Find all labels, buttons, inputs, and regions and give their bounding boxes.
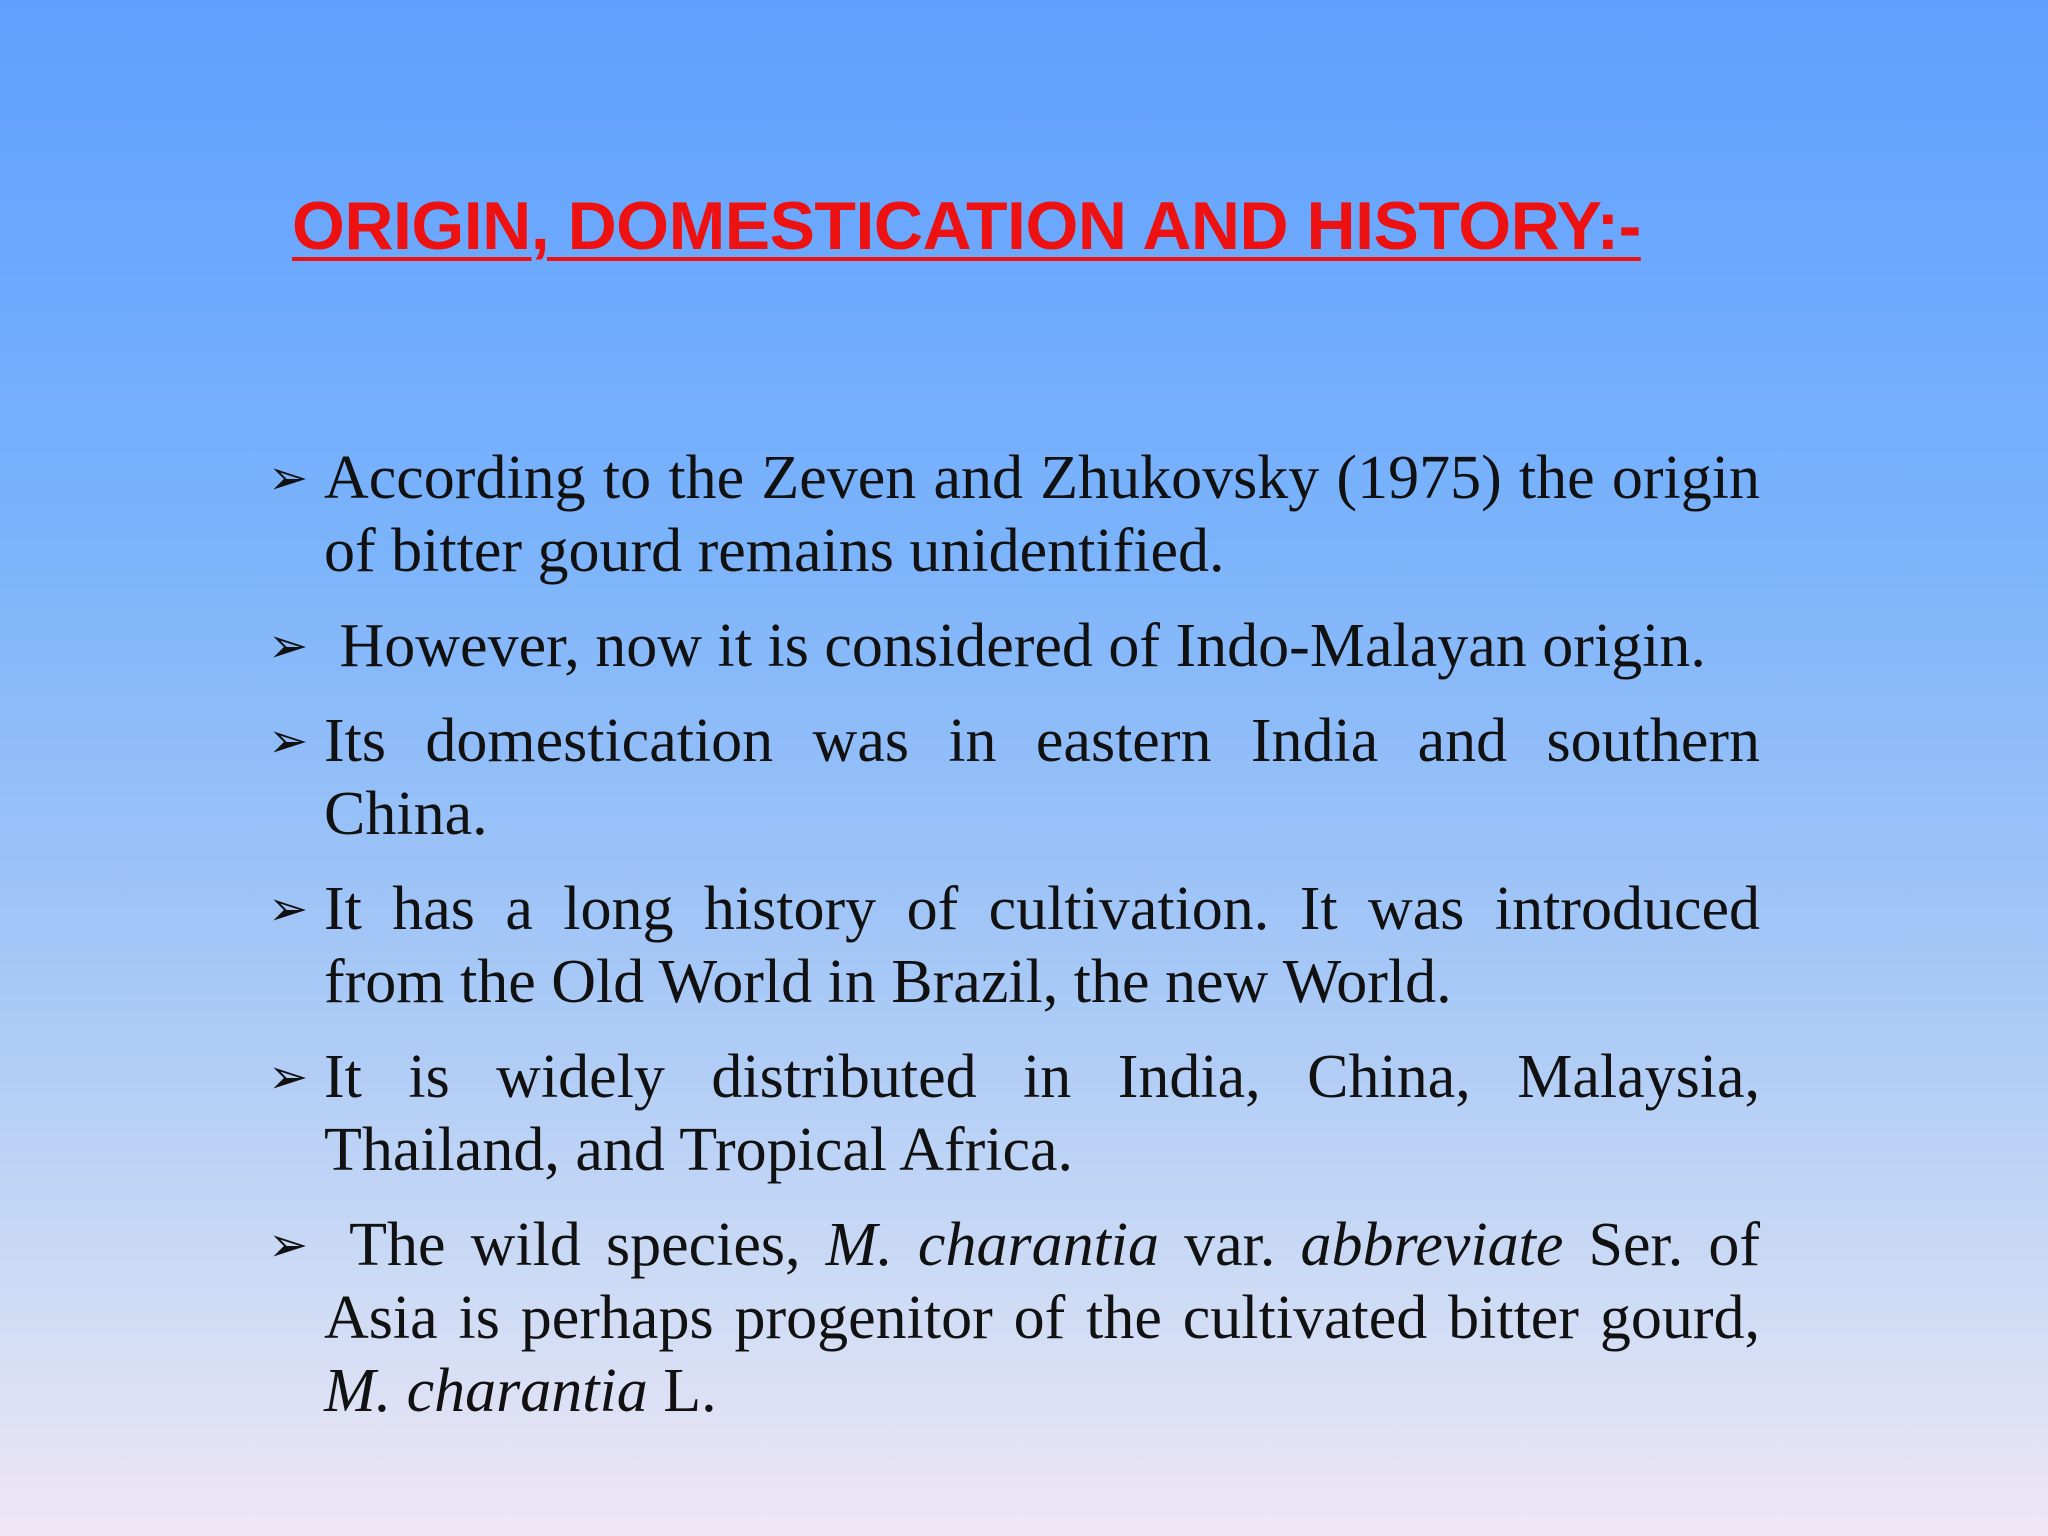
bullet-text: It has a long history of cultivation. It was introduced from the Old World in Brazil, the new World.: [324, 875, 1760, 1016]
slide-title: ORIGIN, DOMESTICATION AND HISTORY:-: [292, 188, 1641, 264]
bullet-item-4: [268, 873, 1760, 1019]
arrow-bullet-icon: ➢: [268, 450, 309, 506]
bullet-item-6: [268, 1209, 1776, 1428]
text-segment: var.: [1159, 1211, 1301, 1279]
bullet-item-5: [268, 1041, 1760, 1187]
text-segment: Ser. of Asia is perhaps progenitor of the cultivated bitter gourd,: [324, 1211, 1776, 1352]
text-segment: L.: [647, 1357, 717, 1425]
arrow-bullet-icon: ➢: [268, 1217, 309, 1273]
arrow-bullet-icon: ➢: [268, 1049, 309, 1105]
bullet-item-3: [268, 705, 1760, 851]
bullet-item-1: [268, 442, 1760, 588]
bullet-text: According to the Zeven and Zhukovsky (1975) the origin of bitter gourd remains unidentified.: [324, 444, 1760, 585]
bullet-item-2: [268, 610, 1760, 683]
bullet-text: [324, 1211, 1776, 1425]
bullet-text: However, now it is considered of Indo-Malayan origin.: [324, 612, 1706, 680]
bullet-text: Its domestication was in eastern India and southern China.: [324, 707, 1760, 848]
bullet-text: It is widely distributed in India, China, Malaysia, Thailand, and Tropical Africa.: [324, 1043, 1760, 1184]
species-name-italic: M. charantia: [825, 1211, 1160, 1279]
arrow-bullet-icon: ➢: [268, 713, 309, 769]
bullet-list: [268, 442, 1776, 1450]
arrow-bullet-icon: ➢: [268, 881, 309, 937]
species-name-italic: M. charantia: [324, 1357, 648, 1425]
variety-name-italic: abbreviate: [1300, 1211, 1564, 1279]
text-segment: The wild species,: [324, 1211, 826, 1279]
arrow-bullet-icon: ➢: [268, 618, 309, 674]
